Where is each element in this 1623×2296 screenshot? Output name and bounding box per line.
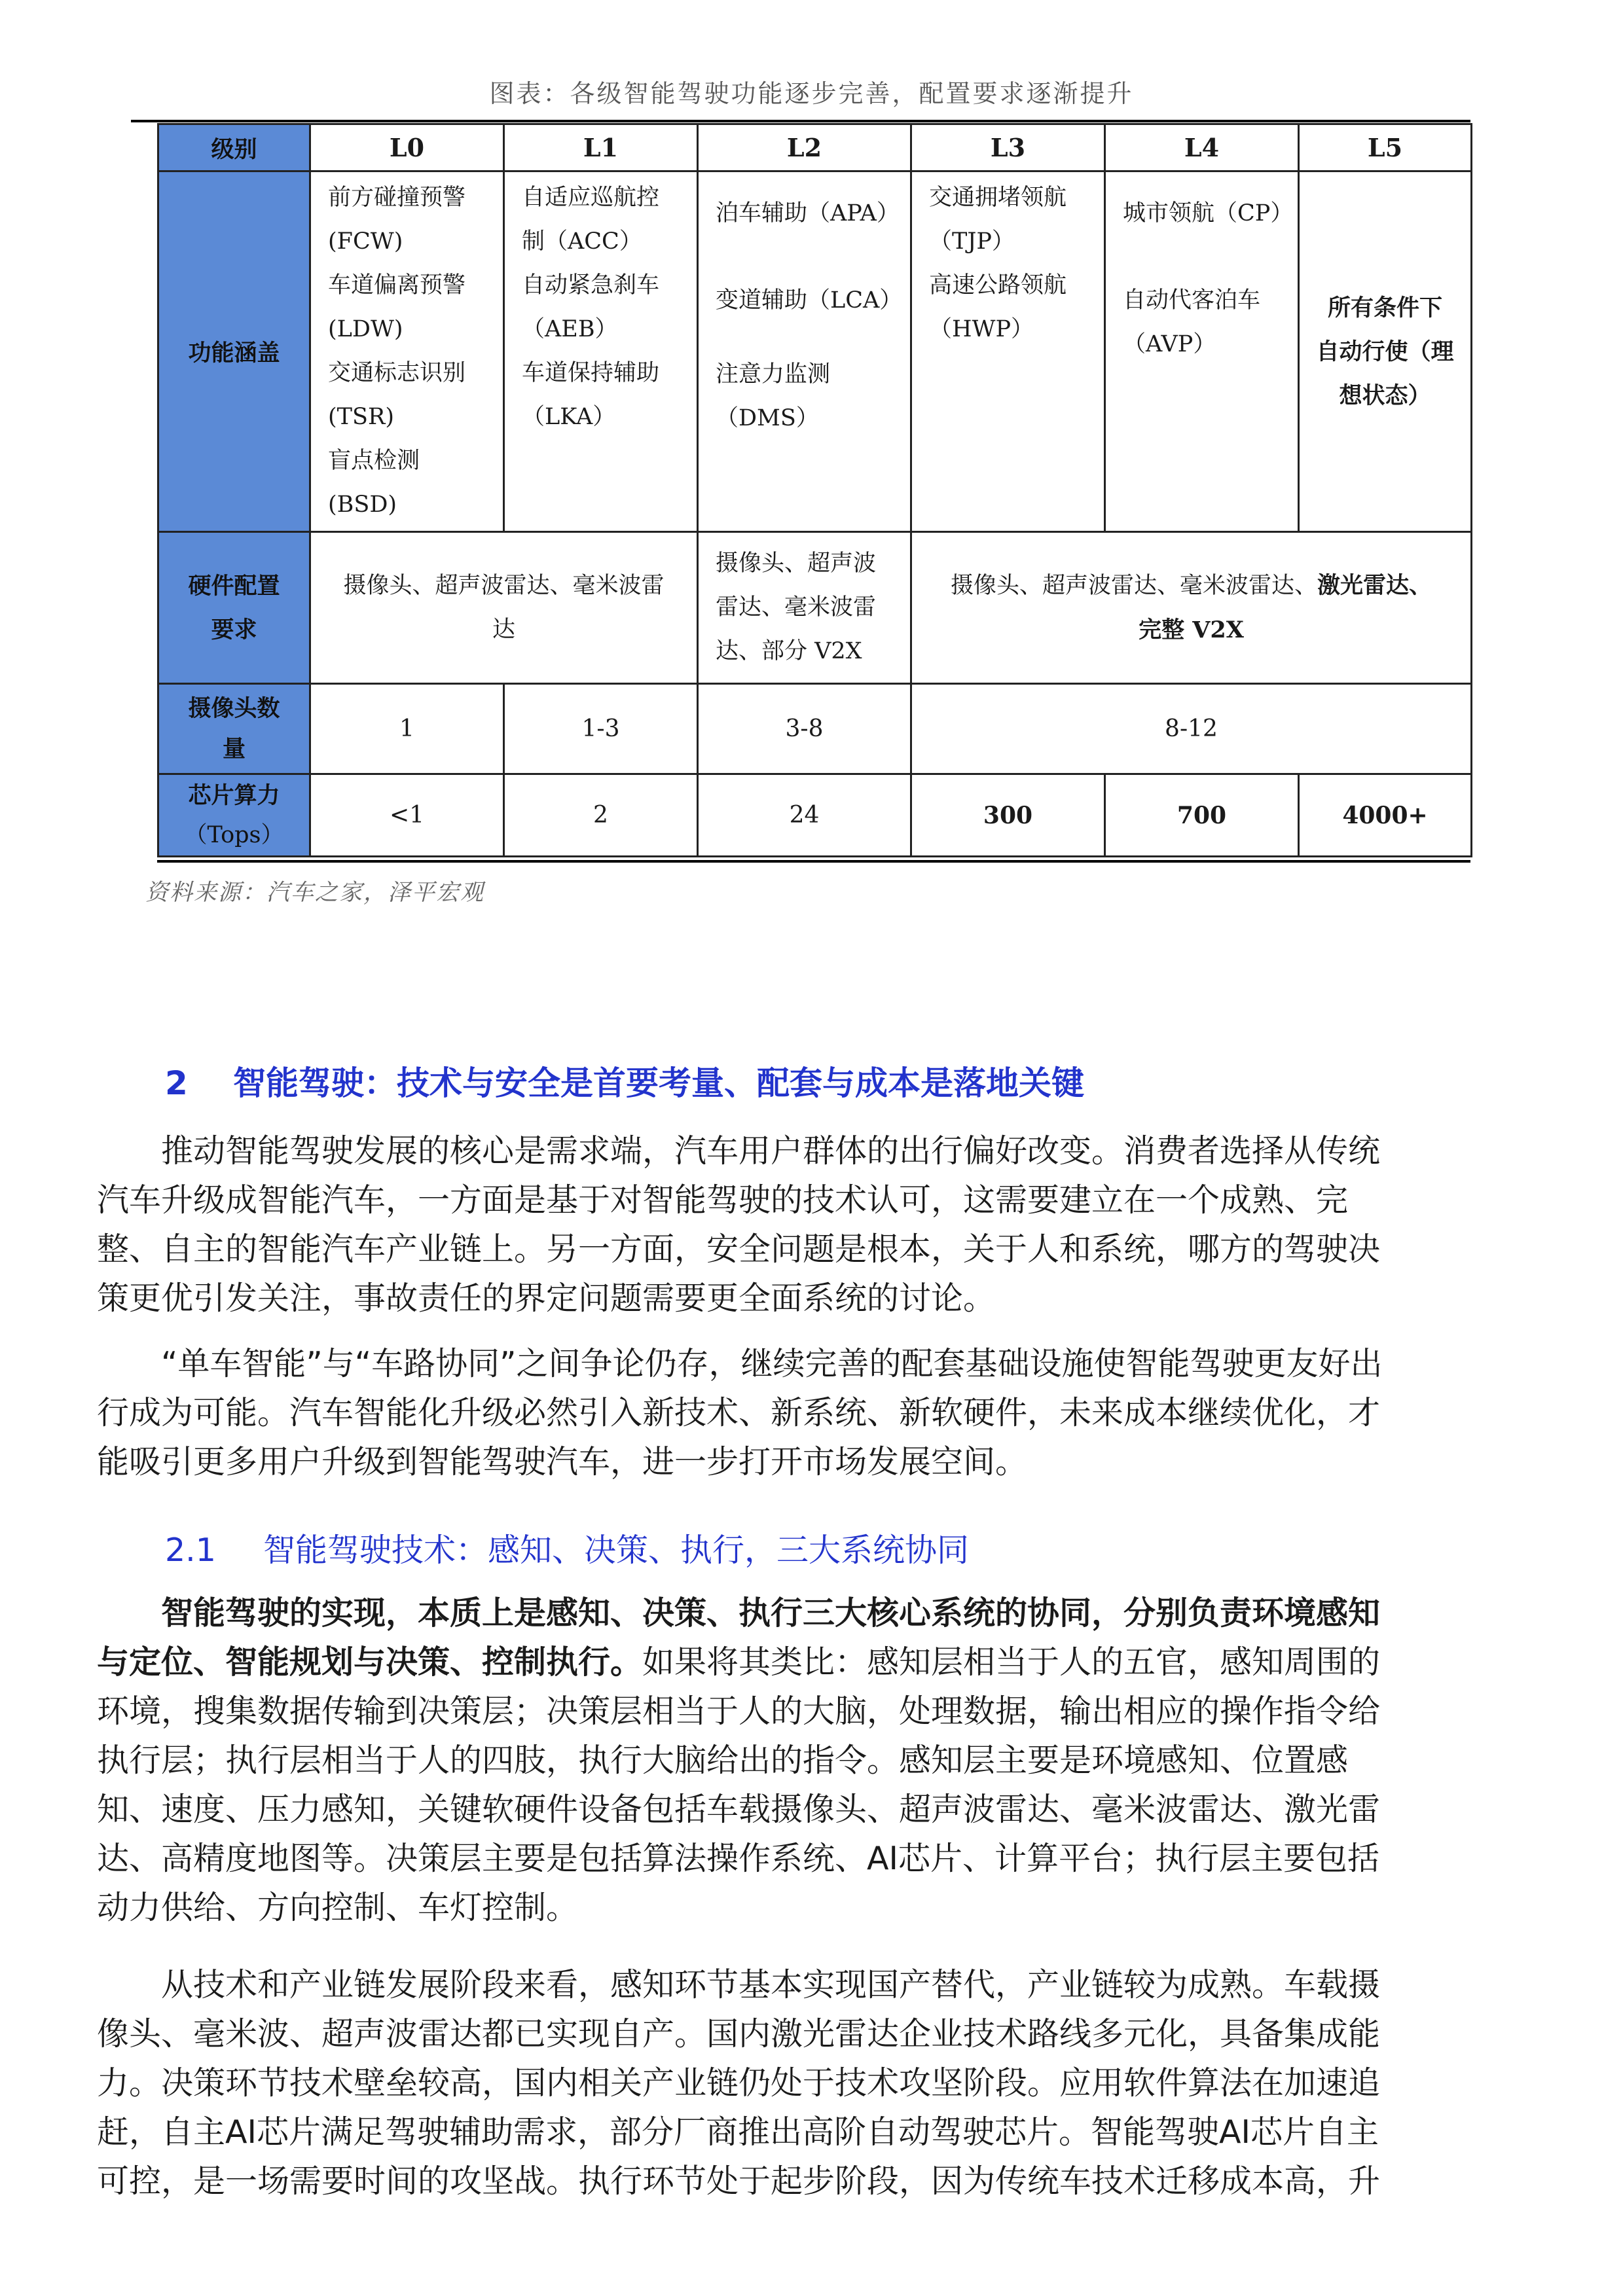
figure-caption: 图表：各级智能驾驶功能逐步完善，配置要求逐渐提升 bbox=[489, 79, 1134, 108]
paragraph-2: “单车智能”与“车路协同”之间争论仍存，继续完善的配套基础设施使智能驾驶更友好出 行成为可能。汽车智能化升级必然引入新技术、新系统、新软硬件，未来成本继续优化，才 能吸引更多用户升级到智能驾驶汽车，进一步打开市场发展空间。 bbox=[97, 1345, 1383, 1480]
hardware-l0-l1: 摄像头、超声波雷达、毫米波雷 达 bbox=[310, 532, 698, 684]
hardware-l2: 摄像头、超声波 雷达、毫米波雷 达、部分 V2X bbox=[698, 532, 911, 684]
camera-count-l3-l5: 8-12 bbox=[911, 684, 1472, 774]
section-title: 智能驾驶：技术与安全是首要考量、配套与成本是落地关键 bbox=[233, 1064, 1084, 1102]
paragraph-3: 智能驾驶的实现，本质上是感知、决策、执行三大核心系统的协同，分别负责环境感知 与定位、智能规划与决策、控制执行。如果将其类比：感知层相当于人的五官，感知周围的 环境，搜集数据传输到决策层；决策层相当于人的大脑，处理数据，输出相应的操作指令给 执行层；执行层相当于人的四肢，执行大脑给出的指令。感知层主要是环境感知、位置感 知、速度、压力感知，关键软硬件设备包括车载摄像头、超声波雷达、毫米波雷达、激光雷 达、高精度地图等。决策层主要是包括算法操作系统、AI芯片、计算平台；执行层主要包括 动力供给、方向控制、车灯控制。 bbox=[97, 1594, 1381, 1926]
chip-compute-l4: 700 bbox=[1105, 774, 1299, 857]
chip-compute-l3: 300 bbox=[911, 774, 1105, 857]
camera-count-l1: 1-3 bbox=[504, 684, 698, 774]
subsection-number: 2.1 bbox=[165, 1532, 216, 1569]
table-bottom-rule bbox=[157, 860, 1470, 863]
hardware-l3-l5: 摄像头、超声波雷达、毫米波雷达、激光雷达、 完整 V2X bbox=[911, 532, 1472, 684]
level-header-l4: L4 bbox=[1105, 124, 1299, 171]
functions-l0: 前方碰撞预警 (FCW) 车道偏离预警 (LDW) 交通标志识别 (TSR) 盲点检测 (BSD) bbox=[310, 171, 504, 532]
autonomy-level-table bbox=[157, 123, 1472, 857]
section-2-1-heading bbox=[165, 1525, 969, 1571]
level-header-l5: L5 bbox=[1299, 124, 1472, 171]
source-note: 资料来源：汽车之家，泽平宏观 bbox=[145, 880, 485, 906]
level-header-l1: L1 bbox=[504, 124, 698, 171]
functions-l5: 所有条件下 自动行使（理 想状态） bbox=[1299, 171, 1472, 532]
camera-count-l0: 1 bbox=[310, 684, 504, 774]
row-label-camera-count: 摄像头数 量 bbox=[158, 684, 310, 774]
functions-l2: 泊车辅助（APA） 变道辅助（LCA） 注意力监测 （DMS） bbox=[698, 171, 911, 532]
paragraph-1: 推动智能驾驶发展的核心是需求端，汽车用户群体的出行偏好改变。消费者选择从传统 汽车升级成智能汽车，一方面是基于对智能驾驶的技术认可，这需要建立在一个成熟、完 整、自主的智能汽车产业链上。另一方面，安全问题是根本，关于人和系统，哪方的驾驶决 策更优引发关注，事故责任的界定问题需要更全面系统的讨论。 bbox=[97, 1132, 1381, 1317]
subsection-title: 智能驾驶技术：感知、决策、执行，三大系统协同 bbox=[263, 1532, 970, 1569]
level-header-l0: L0 bbox=[310, 124, 504, 171]
chip-compute-l5: 4000+ bbox=[1299, 774, 1472, 857]
functions-l4: 城市领航（CP） 自动代客泊车 （AVP） bbox=[1105, 171, 1299, 532]
functions-l3: 交通拥堵领航 （TJP） 高速公路领航 （HWP） bbox=[911, 171, 1105, 532]
header-corner: 级别 bbox=[158, 124, 310, 171]
functions-l1: 自适应巡航控 制（ACC） 自动紧急刹车 （AEB） 车道保持辅助 （LKA） bbox=[504, 171, 698, 532]
chip-compute-l2: 24 bbox=[698, 774, 911, 857]
chip-compute-l0: <1 bbox=[310, 774, 504, 857]
section-number: 2 bbox=[165, 1064, 188, 1102]
level-header-l3: L3 bbox=[911, 124, 1105, 171]
row-label-hardware: 硬件配置 要求 bbox=[158, 532, 310, 684]
table-top-rule bbox=[131, 120, 1470, 122]
camera-count-l2: 3-8 bbox=[698, 684, 911, 774]
row-label-chip-compute: 芯片算力 （Tops） bbox=[158, 774, 310, 857]
row-label-functions: 功能涵盖 bbox=[158, 171, 310, 532]
section-2-heading bbox=[165, 1057, 1084, 1104]
chip-compute-l1: 2 bbox=[504, 774, 698, 857]
paragraph-4: 从技术和产业链发展阶段来看，感知环节基本实现国产替代，产业链较为成熟。车载摄 像头、毫米波、超声波雷达都已实现自产。国内激光雷达企业技术路线多元化，具备集成能 力。决策环节技术壁垒较高，国内相关产业链仍处于技术攻坚阶段。应用软件算法在加速追 赶，自主AI芯片满足驾驶辅助需求，部分厂商推出高阶自动驾驶芯片。智能驾驶AI芯片自主 可控，是一场需要时间的攻坚战。执行环节处于起步阶段，因为传统车技术迁移成本高，升 bbox=[97, 1966, 1381, 2200]
level-header-l2: L2 bbox=[698, 124, 911, 171]
